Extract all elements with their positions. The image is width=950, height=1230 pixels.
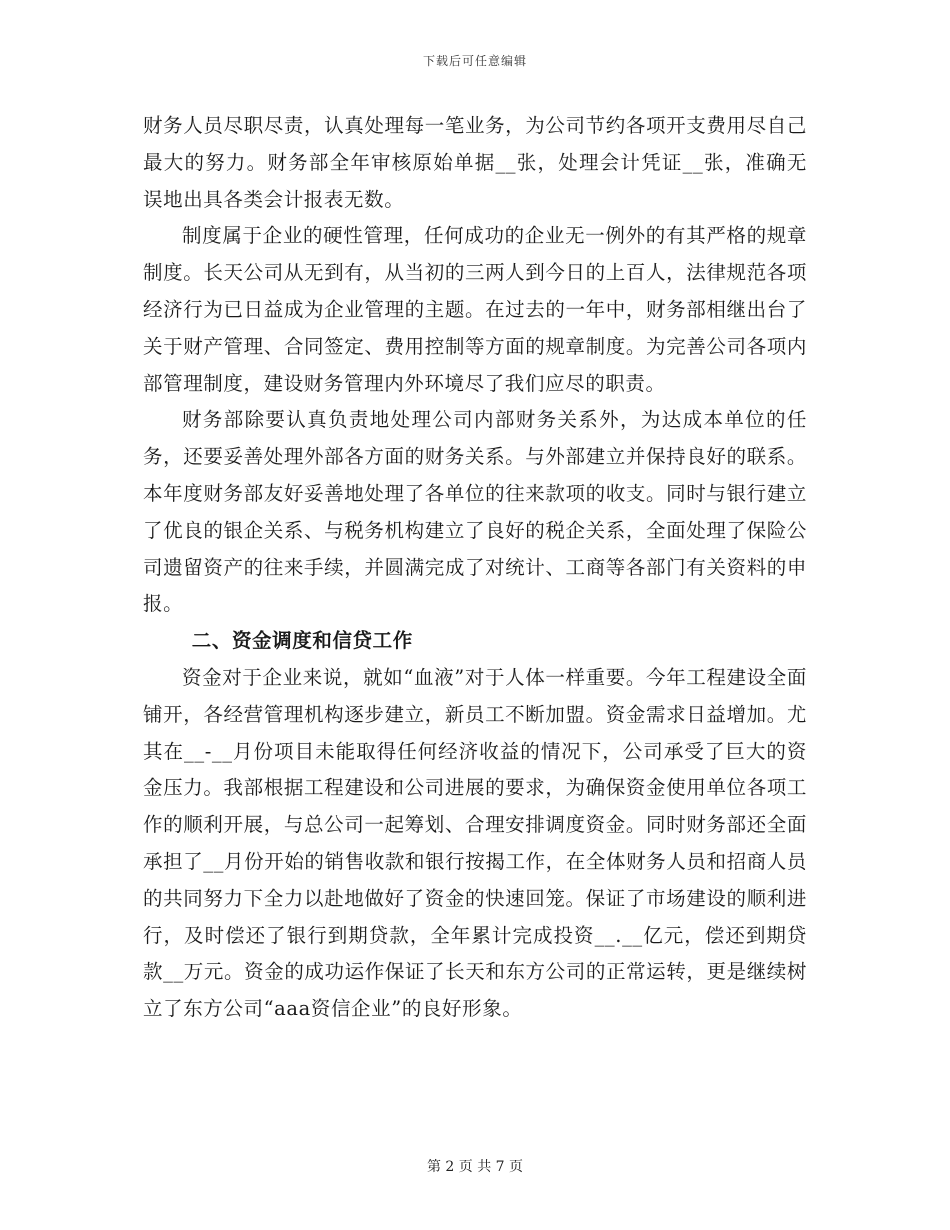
page-footer: 第 2 页 共 7 页: [426, 1159, 524, 1175]
page-header: 下载后可任意编辑: [422, 54, 527, 68]
paragraph-1: 财务人员尽职尽责，认真处理每一笔业务，为公司节约各项开支费用尽自己最大的努力。财务部全年审核原始单据__张，处理会计凭证__张，准确无误地出具各类会计报表无数。: [143, 114, 807, 211]
document-body: [143, 108, 807, 1028]
paragraph-2: 制度属于企业的硬性管理，任何成功的企业无一例外的有其严格的规章制度。长天公司从无到有，从当初的三两人到今日的上百人，法律规范各项经济行为已日益成为企业管理的主题。在过去的一年中，财务部相继出台了关于财产管理、合同签定、费用控制等方面的规章制度。为完善公司各项内部管理制度，建设财务管理内外环境尽了我们应尽的职责。: [143, 224, 807, 395]
paragraph-4: 资金对于企业来说，就如“血液”对于人体一样重要。今年工程建设全面铺开，各经营管理机构逐步建立，新员工不断加盟。资金需求日益增加。尤其在__-__月份项目未能取得任何经济收益的情况下，公司承受了巨大的资金压力。我部根据工程建设和公司进展的要求，为确保资金使用单位各项工作的顺利开展，与总公司一起筹划、合理安排调度资金。同时财务部还全面承担了__月份开始的销售收款和银行按揭工作，在全体财务人员和招商人员的共同努力下全力以赴地做好了资金的快速回笼。保证了市场建设的顺利进行，及时偿还了银行到期贷款，全年累计完成投资__.__亿元，偿还到期贷款__万元。资金的成功运作保证了长天和东方公司的正常运转，更是继续树立了东方公司“aaa资信企业”的良好形象。: [143, 665, 807, 1021]
section-heading: 二、资金调度和信贷工作: [191, 629, 413, 653]
paragraph-3: 财务部除要认真负责地处理公司内部财务关系外，为达成本单位的任务，还要妥善处理外部各方面的财务关系。与外部建立并保持良好的联系。本年度财务部友好妥善地处理了各单位的往来款项的收支。同时与银行建立了优良的银企关系、与税务机构建立了良好的税企关系，全面处理了保险公司遗留资产的往来手续，并圆满完成了对统计、工商等各部门有关资料的申报。: [143, 408, 807, 616]
